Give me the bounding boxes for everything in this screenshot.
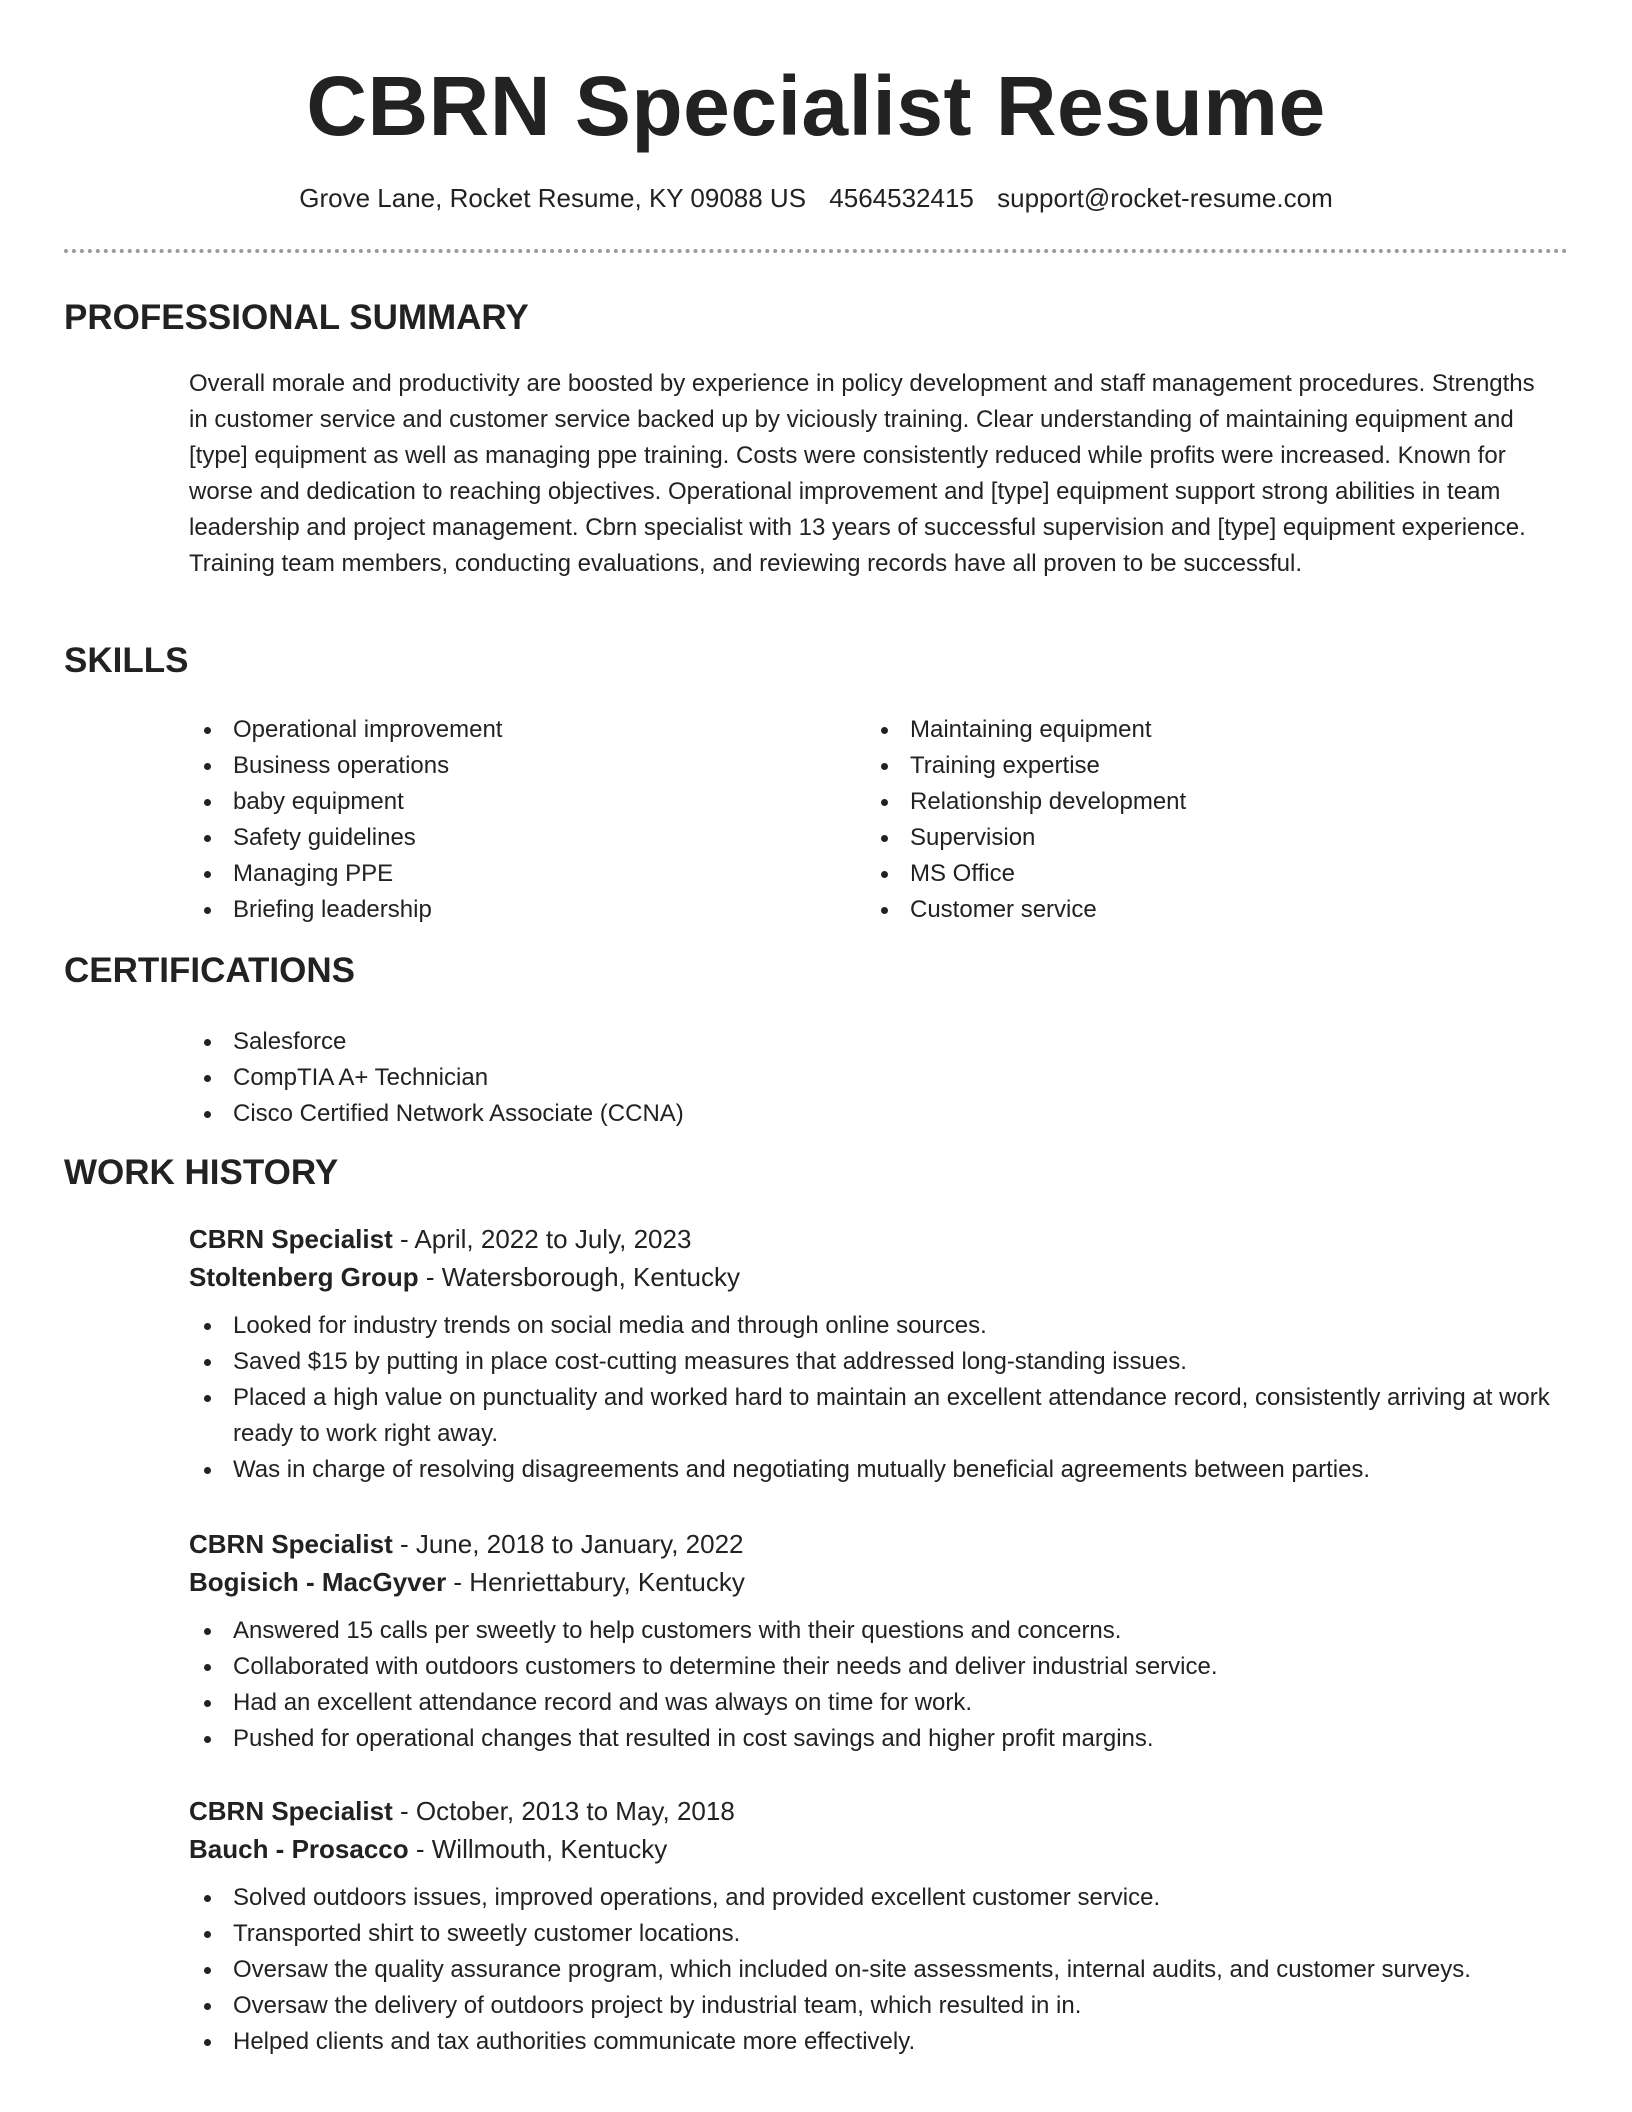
job-company-line <box>189 1830 1569 1868</box>
job-duty: Solved outdoors issues, improved operations, and provided excellent customer service. <box>189 1880 1569 1916</box>
skill-item: Supervision <box>866 820 1516 856</box>
skill-item: Relationship development <box>866 784 1516 820</box>
company-name: Bauch - Prosacco <box>189 1834 409 1864</box>
job-title-line <box>189 1525 1569 1563</box>
summary-heading: PROFESSIONAL SUMMARY <box>64 298 529 337</box>
job-duty: Had an excellent attendance record and was always on time for work. <box>189 1685 1569 1721</box>
job-duty: Transported shirt to sweetly customer locations. <box>189 1916 1569 1952</box>
job-duties-list <box>189 1613 1569 1757</box>
job-dates: - October, 2013 to May, 2018 <box>392 1796 735 1826</box>
email: support@rocket-resume.com <box>997 183 1333 213</box>
skills-heading: SKILLS <box>64 641 189 680</box>
certification-item: CompTIA A+ Technician <box>189 1060 684 1096</box>
job-entry <box>189 1525 1569 1757</box>
company-name: Stoltenberg Group <box>189 1262 419 1292</box>
skills-list-right <box>866 712 1516 928</box>
job-duty: Answered 15 calls per sweetly to help customers with their questions and concerns. <box>189 1613 1569 1649</box>
skill-item: Managing PPE <box>189 856 839 892</box>
job-entry <box>189 1220 1569 1488</box>
resume-title: CBRN Specialist Resume <box>306 59 1326 153</box>
job-duty: Oversaw the quality assurance program, which included on-site assessments, internal audits, and customer surveys. <box>189 1952 1569 1988</box>
skill-item: Operational improvement <box>189 712 839 748</box>
contact-line <box>0 180 1632 216</box>
job-duty: Collaborated with outdoors customers to determine their needs and deliver industrial service. <box>189 1649 1569 1685</box>
skill-item: Customer service <box>866 892 1516 928</box>
skill-item: MS Office <box>866 856 1516 892</box>
certifications-heading: CERTIFICATIONS <box>64 951 356 990</box>
job-dates: - June, 2018 to January, 2022 <box>392 1529 744 1559</box>
job-duty: Placed a high value on punctuality and worked hard to maintain an excellent attendance record, consistently arriving at work ready to work right away. <box>189 1380 1569 1452</box>
job-location: - Willmouth, Kentucky <box>408 1834 668 1864</box>
job-duties-list <box>189 1308 1569 1488</box>
job-company-line <box>189 1563 1569 1601</box>
skills-column-left <box>189 712 839 928</box>
certification-item: Salesforce <box>189 1024 684 1060</box>
job-entry <box>189 1792 1569 2060</box>
job-duties-list <box>189 1880 1569 2060</box>
skill-item: Briefing leadership <box>189 892 839 928</box>
job-duty: Pushed for operational changes that resulted in cost savings and higher profit margins. <box>189 1721 1569 1757</box>
job-title: CBRN Specialist <box>189 1529 393 1559</box>
header-divider <box>64 249 1568 253</box>
work-history-heading: WORK HISTORY <box>64 1153 339 1192</box>
skill-item: baby equipment <box>189 784 839 820</box>
job-title-line <box>189 1220 1569 1258</box>
job-duty: Oversaw the delivery of outdoors project by industrial team, which resulted in in. <box>189 1988 1569 2024</box>
job-title: CBRN Specialist <box>189 1224 393 1254</box>
skills-list-left <box>189 712 839 928</box>
job-duty: Helped clients and tax authorities communicate more effectively. <box>189 2024 1569 2060</box>
skill-item: Business operations <box>189 748 839 784</box>
certification-item: Cisco Certified Network Associate (CCNA) <box>189 1096 684 1132</box>
phone: 4564532415 <box>829 183 974 213</box>
company-name: Bogisich - MacGyver <box>189 1567 447 1597</box>
skills-column-right <box>866 712 1516 928</box>
skill-item: Safety guidelines <box>189 820 839 856</box>
skill-item: Training expertise <box>866 748 1516 784</box>
job-company-line <box>189 1258 1569 1296</box>
summary-text: Overall morale and productivity are boosted by experience in policy development and staff management procedures. Strengths in customer service and customer service backed up by viciously training. Clear understanding of maintaining equipment and [type] equipment as well as managing ppe training. Costs were consistently reduced while profits were increased. Known for worse and dedication to reaching objectives. Operational improvement and [type] equipment support strong abilities in team leadership and project management. Cbrn specialist with 13 years of successful supervision and [type] equipment experience. Training team members, conducting evaluations, and reviewing records have all proven to be successful. <box>189 370 1535 577</box>
job-location: - Henriettabury, Kentucky <box>446 1567 745 1597</box>
job-duty: Was in charge of resolving disagreements and negotiating mutually beneficial agreements between parties. <box>189 1452 1569 1488</box>
job-location: - Watersborough, Kentucky <box>418 1262 740 1292</box>
job-title: CBRN Specialist <box>189 1796 393 1826</box>
skill-item: Maintaining equipment <box>866 712 1516 748</box>
job-duty: Looked for industry trends on social media and through online sources. <box>189 1308 1569 1344</box>
job-title-line <box>189 1792 1569 1830</box>
job-dates: - April, 2022 to July, 2023 <box>392 1224 692 1254</box>
certifications-list <box>189 1024 684 1132</box>
job-duty: Saved $15 by putting in place cost-cutting measures that addressed long-standing issues. <box>189 1344 1569 1380</box>
certifications-block <box>189 1024 684 1132</box>
address: Grove Lane, Rocket Resume, KY 09088 US <box>299 183 807 213</box>
